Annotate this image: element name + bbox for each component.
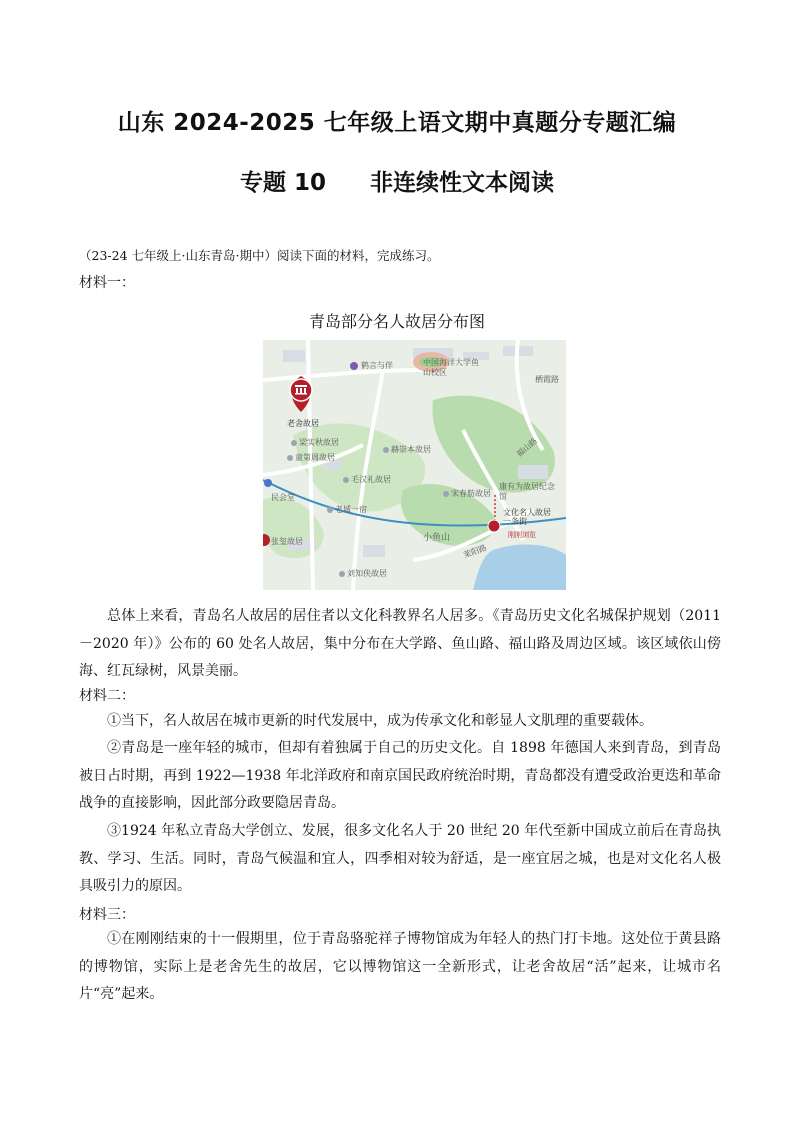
topic-heading (0, 164, 794, 197)
material3-paragraph-1: ①在刚刚结束的十一假期里，位于青岛骆驼祥子博物馆成为年轻人的热门打卡地。这处位于黄县路的博物馆，实际上是老舍先生的故居，它以博物馆这一全新形式，让老舍故居“活”起来，让城市名片“亮”起来。 (79, 931, 721, 1002)
material2-label: 材料二： (79, 688, 135, 704)
question-source: （23-24 七年级上·山东青岛·期中）阅读下面的材料，完成练习。 (79, 248, 440, 263)
map-label-ouc: 中国海洋大学鱼山校区 (423, 358, 479, 377)
map-label-mingrenjie: 文化名人故居一条街 (503, 508, 551, 526)
map-label-maohanli: 毛汉礼故居 (343, 474, 391, 485)
topic-name: 非连续性文本阅读 (370, 170, 554, 196)
map-label-laocheng: 老城一宿 (327, 504, 367, 515)
map-label-tongdizhou: 童第周故居 (287, 452, 335, 463)
map-label-qixia: 栖霞路 (535, 375, 559, 384)
map-label-hexiben: 赫崇本故居 (383, 444, 431, 455)
material2-paragraph-3: ③1924 年私立青岛大学创立、发展，很多文化名人于 20 世纪 20 年代至新中国成立前后在青岛执教、学习、生活。同时，青岛气候温和宜人，四季相对较为舒适，是一座宜居之城，也是对文化名人极具吸引力的原因。 (79, 823, 721, 894)
map-label-liuzhixia: 刘知侠故居 (339, 568, 387, 579)
map-label-zhangxi: 张玺故居 (271, 537, 303, 546)
document-title: 山东 2024-2025 七年级上语文期中真题分专题汇编 (117, 110, 677, 136)
map-label-songchunfang: 宋春舫故居 (443, 488, 491, 499)
map-label-shuhuan: 刚刚浏览 (508, 531, 536, 539)
celebrity-residence-map (263, 340, 566, 590)
map-label-xiaoyushan: 小鱼山 (423, 533, 451, 543)
map-label-fushan: 福山路 (514, 436, 540, 459)
map-label-liangshiqiu: 梁实秋故居 (291, 437, 339, 448)
topic-number: 专题 10 (239, 170, 326, 196)
material2-paragraph-1: ①当下，名人故居在城市更新的时代发展中，成为传承文化和彰显人文肌理的重要载体。 (107, 713, 653, 729)
map-label-wenhuaguan: 民会堂 (271, 493, 295, 502)
map-label-laoshe: 老舍故居 (287, 419, 319, 428)
material1-text: 总体上来看，青岛名人故居的居住者以文化科教界名人居多。《青岛历史文化名城保护规划（2011－2020 年）》公布的 60 处名人故居，集中分布在大学路、鱼山路、福山路及周边区域。该区域依山傍海、红瓦绿树，风景美丽。 (79, 608, 721, 679)
map-label-laiyang: 莱阳路 (462, 543, 488, 560)
map-graphic (263, 340, 566, 590)
material2-paragraph-2: ②青岛是一座年轻的城市，但却有着独属于自己的历史文化。自 1898 年德国人来到青岛，到青岛被日占时期，再到 1922—1938 年北洋政府和南京国民政府统治时期，青岛都没有遭受政治更迭和革命战争的直接影响，因此部分政要隐居青岛。 (79, 740, 721, 811)
material3-label: 材料三： (79, 907, 135, 923)
material1-label: 材料一： (79, 275, 135, 291)
map-label-hejin: 鹤言与伴 (361, 361, 393, 370)
map-label-kangyouwei: 康有为故居纪念馆 (499, 482, 555, 501)
map-title: 青岛部分名人故居分布图 (308, 312, 485, 331)
